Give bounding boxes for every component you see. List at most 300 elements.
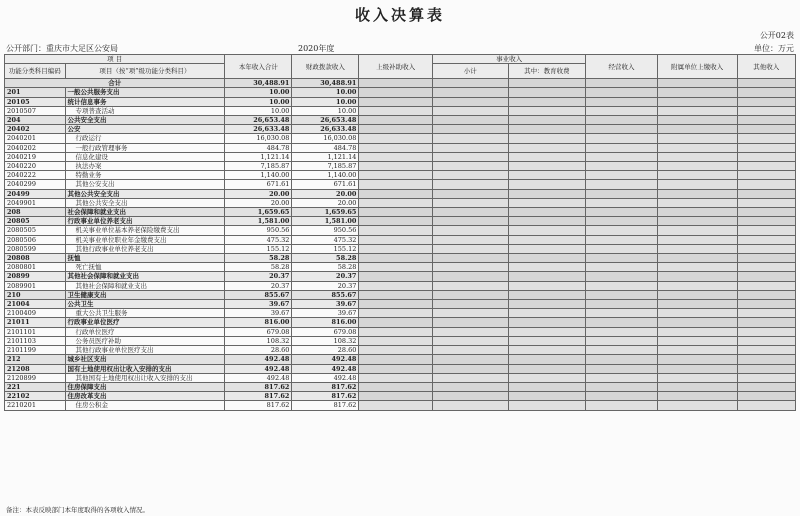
- row-code: 2040201: [5, 134, 66, 143]
- row-empty-cell: [359, 346, 432, 355]
- row-name: [65, 382, 225, 391]
- row-name-text: 公务员医疗补助: [75, 336, 121, 345]
- row-empty-cell: [657, 373, 737, 382]
- row-empty-cell: [586, 116, 657, 125]
- row-name: [65, 355, 225, 364]
- row-empty-cell: [432, 226, 508, 235]
- row-empty-cell: [508, 300, 586, 309]
- header-name: 项目（按“项”级功能分类科目）: [65, 64, 225, 79]
- row-total-income: 26,633.48: [225, 125, 292, 134]
- row-name: [65, 134, 225, 143]
- row-empty-cell: [586, 198, 657, 207]
- row-name: [65, 254, 225, 263]
- row-fiscal: 484.78: [292, 143, 359, 152]
- row-empty-cell: [737, 336, 795, 345]
- table-row: [5, 152, 796, 161]
- row-name: [65, 336, 225, 345]
- row-total-income: 679.08: [225, 327, 292, 336]
- header-business-group: 事业收入: [432, 55, 585, 64]
- row-fiscal: 816.00: [292, 318, 359, 327]
- row-total-income: 817.62: [225, 392, 292, 401]
- row-fiscal: 492.48: [292, 364, 359, 373]
- row-code: 2040222: [5, 171, 66, 180]
- row-empty-cell: [586, 180, 657, 189]
- row-empty-cell: [432, 198, 508, 207]
- row-empty-cell: [359, 125, 432, 134]
- row-total-income: 16,030.08: [225, 134, 292, 143]
- table-row: [5, 79, 796, 88]
- row-name: [65, 309, 225, 318]
- row-empty-cell: [657, 272, 737, 281]
- header-business-edu: 其中：教育收费: [508, 64, 586, 79]
- row-name: 合计: [5, 79, 225, 88]
- row-empty-cell: [508, 318, 586, 327]
- row-empty-cell: [359, 336, 432, 345]
- row-empty-cell: [432, 162, 508, 171]
- row-total-income: 816.00: [225, 318, 292, 327]
- table-row: [5, 346, 796, 355]
- row-name-text: 其他社会保障和就业支出: [67, 272, 139, 281]
- row-empty-cell: [737, 208, 795, 217]
- row-fiscal: 671.61: [292, 180, 359, 189]
- row-code: 20808: [5, 254, 66, 263]
- table-row: [5, 226, 796, 235]
- row-empty-cell: [737, 143, 795, 152]
- table-row: [5, 327, 796, 336]
- row-empty-cell: [508, 79, 586, 88]
- table-row: [5, 364, 796, 373]
- row-total-income: 817.62: [225, 401, 292, 410]
- row-empty-cell: [359, 309, 432, 318]
- row-empty-cell: [586, 272, 657, 281]
- row-empty-cell: [432, 318, 508, 327]
- row-name-text: 死亡抚恤: [75, 263, 102, 272]
- row-empty-cell: [737, 125, 795, 134]
- row-empty-cell: [508, 152, 586, 161]
- row-empty-cell: [737, 392, 795, 401]
- row-fiscal: 679.08: [292, 327, 359, 336]
- row-name: [65, 88, 225, 97]
- row-fiscal: 475.32: [292, 235, 359, 244]
- row-empty-cell: [737, 235, 795, 244]
- row-name: [65, 106, 225, 115]
- row-empty-cell: [586, 327, 657, 336]
- table-row: [5, 281, 796, 290]
- table-row: [5, 309, 796, 318]
- row-total-income: 7,185.87: [225, 162, 292, 171]
- row-empty-cell: [737, 171, 795, 180]
- row-empty-cell: [359, 327, 432, 336]
- row-empty-cell: [657, 235, 737, 244]
- table-row: [5, 97, 796, 106]
- row-code: 2101101: [5, 327, 66, 336]
- row-empty-cell: [657, 152, 737, 161]
- row-fiscal: 20.00: [292, 189, 359, 198]
- row-empty-cell: [657, 106, 737, 115]
- row-empty-cell: [359, 382, 432, 391]
- row-fiscal: 108.32: [292, 336, 359, 345]
- row-empty-cell: [737, 281, 795, 290]
- row-empty-cell: [432, 189, 508, 198]
- table-row: [5, 116, 796, 125]
- row-name: [65, 125, 225, 134]
- header-item-group: 项 目: [5, 55, 225, 64]
- row-empty-cell: [657, 162, 737, 171]
- table-row: [5, 106, 796, 115]
- row-empty-cell: [657, 355, 737, 364]
- row-empty-cell: [508, 106, 586, 115]
- row-empty-cell: [508, 143, 586, 152]
- table-row: [5, 318, 796, 327]
- row-empty-cell: [508, 97, 586, 106]
- row-empty-cell: [432, 125, 508, 134]
- row-fiscal: 492.48: [292, 355, 359, 364]
- row-empty-cell: [508, 198, 586, 207]
- row-name-text: 住房保障支出: [67, 382, 107, 391]
- row-empty-cell: [432, 208, 508, 217]
- row-empty-cell: [508, 355, 586, 364]
- row-empty-cell: [432, 346, 508, 355]
- row-empty-cell: [737, 382, 795, 391]
- row-empty-cell: [657, 116, 737, 125]
- row-total-income: 28.60: [225, 346, 292, 355]
- row-fiscal: 7,185.87: [292, 162, 359, 171]
- row-empty-cell: [657, 134, 737, 143]
- row-total-income: 1,140.00: [225, 171, 292, 180]
- header-code: 功能分类科目编码: [5, 64, 66, 79]
- row-total-income: 10.00: [225, 106, 292, 115]
- row-total-income: 108.32: [225, 336, 292, 345]
- row-name: [65, 180, 225, 189]
- row-empty-cell: [508, 290, 586, 299]
- header-total-income: 本年收入合计: [225, 55, 292, 79]
- row-empty-cell: [359, 263, 432, 272]
- row-empty-cell: [432, 143, 508, 152]
- row-empty-cell: [508, 272, 586, 281]
- row-fiscal: 10.00: [292, 97, 359, 106]
- row-code: 20402: [5, 125, 66, 134]
- row-empty-cell: [359, 281, 432, 290]
- row-name: [65, 318, 225, 327]
- row-total-income: 20.37: [225, 272, 292, 281]
- table-body: [5, 79, 796, 410]
- table-row: [5, 143, 796, 152]
- row-total-income: 817.62: [225, 382, 292, 391]
- row-empty-cell: [657, 327, 737, 336]
- row-empty-cell: [359, 290, 432, 299]
- row-code: 2049901: [5, 198, 66, 207]
- row-empty-cell: [432, 254, 508, 263]
- row-name-text: 其他公共安全支出: [67, 189, 120, 198]
- row-empty-cell: [359, 244, 432, 253]
- row-empty-cell: [508, 226, 586, 235]
- table-row: [5, 373, 796, 382]
- row-fiscal: 10.00: [292, 88, 359, 97]
- row-empty-cell: [657, 97, 737, 106]
- header-other: 其他收入: [737, 55, 795, 79]
- row-empty-cell: [737, 217, 795, 226]
- row-empty-cell: [737, 162, 795, 171]
- row-name-text: 信息化建设: [75, 152, 108, 161]
- row-empty-cell: [657, 125, 737, 134]
- row-empty-cell: [657, 300, 737, 309]
- row-name-text: 抚恤: [67, 254, 81, 263]
- row-empty-cell: [586, 281, 657, 290]
- row-total-income: 10.00: [225, 88, 292, 97]
- row-fiscal: 16,030.08: [292, 134, 359, 143]
- row-empty-cell: [359, 79, 432, 88]
- row-name-text: 重大公共卫生服务: [75, 309, 128, 318]
- row-empty-cell: [657, 88, 737, 97]
- table-row: [5, 336, 796, 345]
- row-empty-cell: [586, 346, 657, 355]
- row-empty-cell: [508, 116, 586, 125]
- row-name: [65, 162, 225, 171]
- row-empty-cell: [432, 300, 508, 309]
- row-code: 2040202: [5, 143, 66, 152]
- row-empty-cell: [586, 189, 657, 198]
- row-empty-cell: [586, 171, 657, 180]
- row-empty-cell: [359, 392, 432, 401]
- row-empty-cell: [657, 318, 737, 327]
- row-fiscal: 39.67: [292, 300, 359, 309]
- row-empty-cell: [737, 180, 795, 189]
- row-empty-cell: [737, 272, 795, 281]
- row-total-income: 26,653.48: [225, 116, 292, 125]
- row-empty-cell: [586, 364, 657, 373]
- row-empty-cell: [359, 254, 432, 263]
- row-name-text: 公共卫生: [67, 300, 94, 309]
- row-empty-cell: [586, 382, 657, 391]
- row-empty-cell: [359, 88, 432, 97]
- row-empty-cell: [737, 226, 795, 235]
- row-empty-cell: [508, 171, 586, 180]
- row-name-text: 行政事业单位医疗: [67, 318, 120, 327]
- row-name-text: 行政单位医疗: [75, 327, 115, 336]
- row-fiscal: 20.00: [292, 198, 359, 207]
- row-name: [65, 346, 225, 355]
- table-row: [5, 300, 796, 309]
- row-empty-cell: [586, 79, 657, 88]
- row-total-income: 58.28: [225, 254, 292, 263]
- row-name: [65, 281, 225, 290]
- row-empty-cell: [359, 373, 432, 382]
- row-name-text: 行政运行: [75, 134, 102, 143]
- row-code: 2080505: [5, 226, 66, 235]
- row-empty-cell: [359, 134, 432, 143]
- table-row: [5, 244, 796, 253]
- row-name: [65, 217, 225, 226]
- row-name-text: 其他社会保障和就业支出: [75, 281, 147, 290]
- row-total-income: 20.37: [225, 281, 292, 290]
- row-fiscal: 26,653.48: [292, 116, 359, 125]
- row-empty-cell: [508, 88, 586, 97]
- unit-label: 单位：万元: [754, 44, 794, 53]
- row-name-text: 统计信息事务: [67, 97, 107, 106]
- row-total-income: 492.48: [225, 364, 292, 373]
- row-empty-cell: [508, 134, 586, 143]
- row-empty-cell: [432, 309, 508, 318]
- row-empty-cell: [432, 106, 508, 115]
- row-empty-cell: [737, 152, 795, 161]
- row-fiscal: 58.28: [292, 254, 359, 263]
- row-empty-cell: [657, 180, 737, 189]
- row-empty-cell: [657, 401, 737, 410]
- row-empty-cell: [586, 263, 657, 272]
- row-empty-cell: [586, 208, 657, 217]
- row-name-text: 执法办案: [75, 162, 102, 171]
- row-code: 2100409: [5, 309, 66, 318]
- header-affiliated: 附属单位上缴收入: [657, 55, 737, 79]
- row-name-text: 一般行政管理事务: [75, 143, 128, 152]
- row-empty-cell: [432, 263, 508, 272]
- row-empty-cell: [359, 152, 432, 161]
- row-code: 2101199: [5, 346, 66, 355]
- row-name: [65, 290, 225, 299]
- row-total-income: 492.48: [225, 355, 292, 364]
- row-total-income: 20.00: [225, 198, 292, 207]
- row-empty-cell: [508, 162, 586, 171]
- row-total-income: 671.61: [225, 180, 292, 189]
- row-empty-cell: [657, 392, 737, 401]
- row-name-text: 其他公安支出: [75, 180, 115, 189]
- row-name-text: 其他公共安全支出: [75, 198, 128, 207]
- row-empty-cell: [432, 171, 508, 180]
- row-code: 2101103: [5, 336, 66, 345]
- row-empty-cell: [586, 217, 657, 226]
- row-empty-cell: [359, 235, 432, 244]
- row-empty-cell: [737, 116, 795, 125]
- row-name-text: 住房改革支出: [67, 392, 107, 401]
- row-code: 20899: [5, 272, 66, 281]
- row-empty-cell: [359, 143, 432, 152]
- row-empty-cell: [508, 336, 586, 345]
- row-empty-cell: [359, 401, 432, 410]
- row-empty-cell: [508, 401, 586, 410]
- row-empty-cell: [432, 281, 508, 290]
- row-name-text: 城乡社区支出: [67, 355, 107, 364]
- row-fiscal: 1,140.00: [292, 171, 359, 180]
- row-name: [65, 116, 225, 125]
- row-empty-cell: [586, 373, 657, 382]
- table-row: [5, 88, 796, 97]
- row-fiscal: 30,488.91: [292, 79, 359, 88]
- row-empty-cell: [586, 355, 657, 364]
- row-code: 210: [5, 290, 66, 299]
- row-empty-cell: [432, 272, 508, 281]
- row-name-text: 专项普查活动: [75, 106, 115, 115]
- row-name-text: 其他行政事业单位养老支出: [75, 244, 154, 253]
- row-empty-cell: [359, 162, 432, 171]
- table-row: [5, 180, 796, 189]
- row-empty-cell: [432, 336, 508, 345]
- row-empty-cell: [359, 97, 432, 106]
- table-row: [5, 392, 796, 401]
- table-row: [5, 189, 796, 198]
- table-row: [5, 382, 796, 391]
- table-id: 公开02表: [759, 31, 794, 40]
- row-fiscal: 20.37: [292, 272, 359, 281]
- row-empty-cell: [657, 226, 737, 235]
- row-name-text: 一般公共服务支出: [67, 88, 120, 97]
- row-empty-cell: [737, 263, 795, 272]
- row-total-income: 39.67: [225, 300, 292, 309]
- row-code: 21208: [5, 364, 66, 373]
- row-empty-cell: [657, 244, 737, 253]
- row-empty-cell: [359, 171, 432, 180]
- row-empty-cell: [432, 217, 508, 226]
- row-fiscal: 492.48: [292, 373, 359, 382]
- row-empty-cell: [508, 217, 586, 226]
- row-code: 20105: [5, 97, 66, 106]
- row-empty-cell: [359, 106, 432, 115]
- row-name: [65, 198, 225, 207]
- row-code: 2089901: [5, 281, 66, 290]
- row-empty-cell: [737, 244, 795, 253]
- row-total-income: 30,488.91: [225, 79, 292, 88]
- row-empty-cell: [508, 254, 586, 263]
- row-code: 2040299: [5, 180, 66, 189]
- row-name: [65, 235, 225, 244]
- row-name-text: 机关事业单位职业年金缴费支出: [75, 235, 167, 244]
- row-name: [65, 208, 225, 217]
- row-empty-cell: [359, 208, 432, 217]
- page-title: 收入决算表: [354, 6, 445, 24]
- row-total-income: 58.28: [225, 263, 292, 272]
- row-name-text: 其他行政事业单位医疗支出: [75, 346, 154, 355]
- row-empty-cell: [508, 189, 586, 198]
- row-empty-cell: [586, 125, 657, 134]
- row-empty-cell: [657, 143, 737, 152]
- row-empty-cell: [432, 382, 508, 391]
- row-total-income: 20.00: [225, 189, 292, 198]
- row-empty-cell: [657, 382, 737, 391]
- row-empty-cell: [432, 79, 508, 88]
- row-empty-cell: [359, 198, 432, 207]
- row-empty-cell: [432, 327, 508, 336]
- row-empty-cell: [737, 88, 795, 97]
- row-name: [65, 143, 225, 152]
- row-empty-cell: [432, 235, 508, 244]
- row-code: 2120899: [5, 373, 66, 382]
- row-empty-cell: [657, 79, 737, 88]
- row-empty-cell: [737, 134, 795, 143]
- row-name: [65, 226, 225, 235]
- row-empty-cell: [586, 226, 657, 235]
- row-fiscal: 855.67: [292, 290, 359, 299]
- table-row: [5, 208, 796, 217]
- income-table: [4, 54, 796, 411]
- table-row: [5, 290, 796, 299]
- row-code: 21004: [5, 300, 66, 309]
- row-empty-cell: [508, 346, 586, 355]
- row-code: 20499: [5, 189, 66, 198]
- row-empty-cell: [432, 355, 508, 364]
- row-empty-cell: [432, 401, 508, 410]
- row-fiscal: 1,659.65: [292, 208, 359, 217]
- row-fiscal: 10.00: [292, 106, 359, 115]
- row-name: [65, 401, 225, 410]
- row-total-income: 1,581.00: [225, 217, 292, 226]
- row-code: 2080599: [5, 244, 66, 253]
- row-empty-cell: [432, 116, 508, 125]
- table-row: [5, 355, 796, 364]
- row-name-text: 公共安全支出: [67, 116, 107, 125]
- row-fiscal: 1,581.00: [292, 217, 359, 226]
- row-empty-cell: [737, 401, 795, 410]
- row-fiscal: 28.60: [292, 346, 359, 355]
- row-empty-cell: [508, 281, 586, 290]
